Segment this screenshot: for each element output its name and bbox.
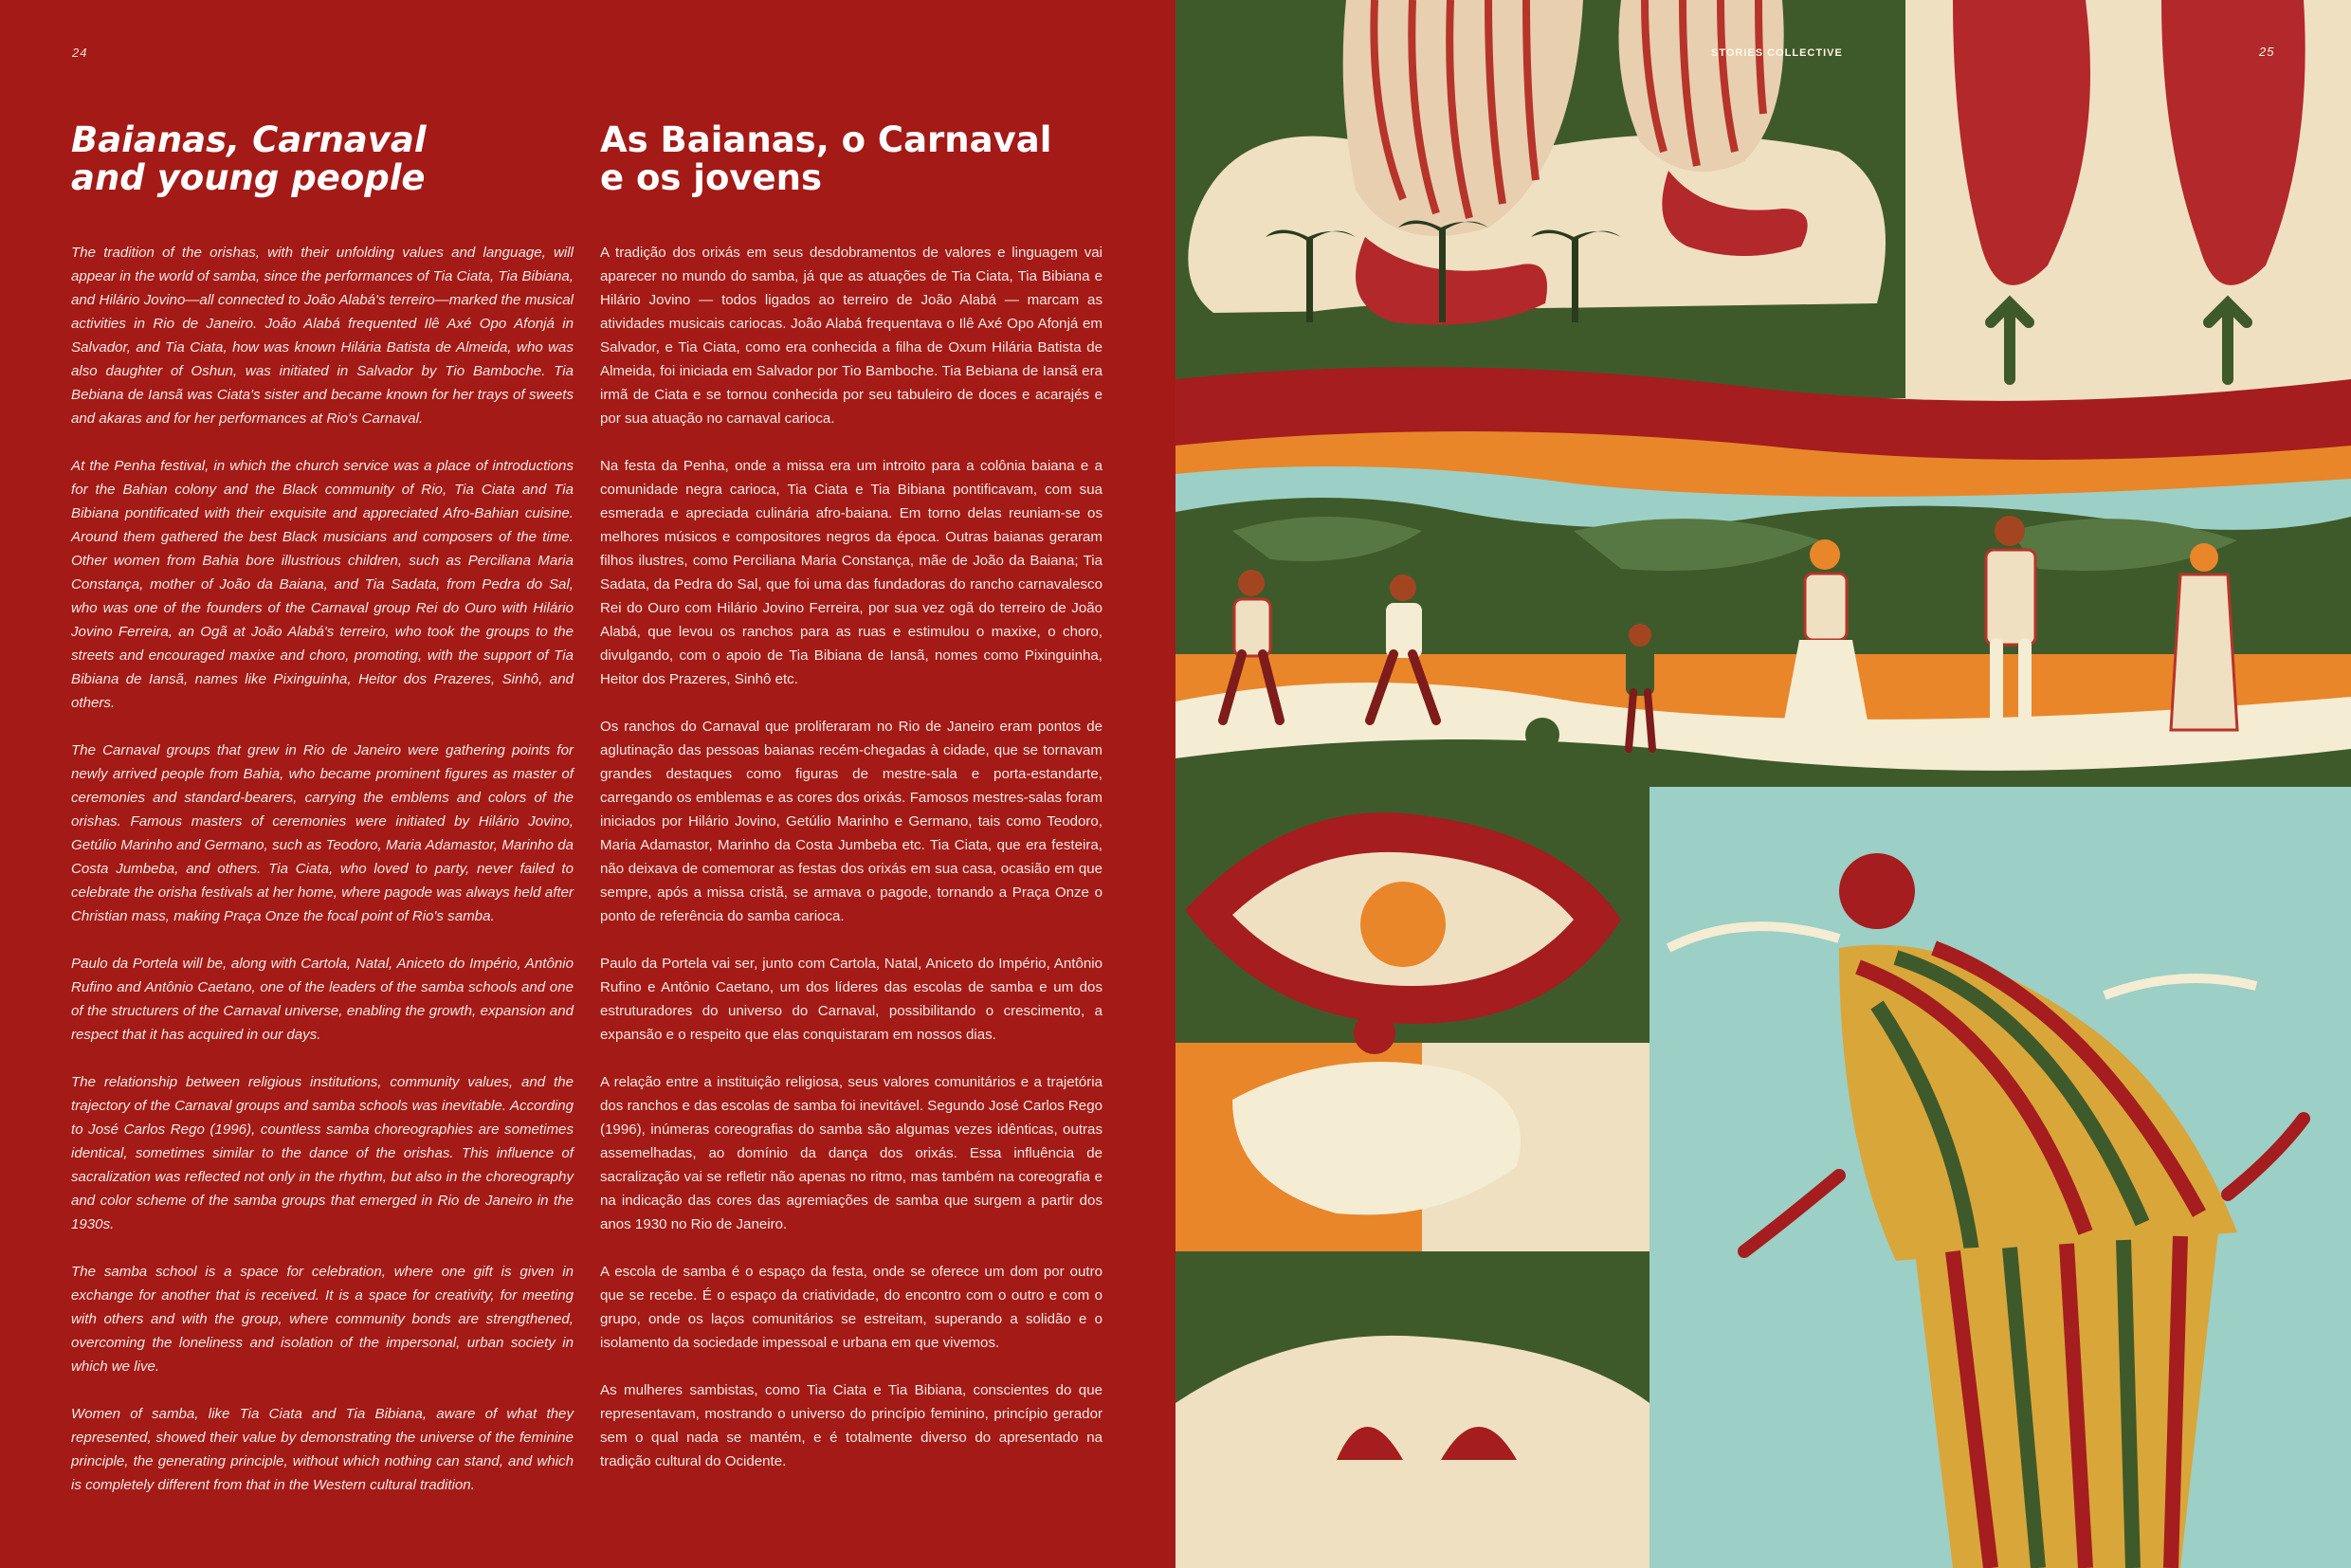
portuguese-column [600,121,1103,1497]
feet-panel [1176,0,1905,398]
english-title-line-2: and young people [71,157,426,198]
english-paragraph-2: At the Penha festival, in which the church service was a place of introductions for the Bahian colony and the Black community of Rio, Tia Ciata and Tia Bibiana pontificated with their exquisite and appreciated Afro-Bahian cuisine. Around them gathered the best Black musicians and composers of the time. Other women from Bahia bore illustrious children, such as Perciliana Maria Constança, mother of João da Baiana, and Tia Sadata, from Pedra do Sal, who was one of the founders of the Carnaval group Rei do Ouro with Hilário Jovino Ferreira, an Ogã at João Alabá's terreiro, who took the groups to the streets and encouraged maxixe and choro, promoting, with the support of Tia Bibiana de Iansã, names like Pixinguinha, Heitor dos Prazeres, Sinhô, and others. [71,458,574,711]
carnaval-illustration [1176,0,2351,1568]
portuguese-paragraph-4: Paulo da Portela vai ser, junto com Cartola, Natal, Aniceto do Império, Antônio Rufino e Antônio Caetano, um dos líderes das escolas de samba e um dos estruturadores do universo do Carnaval, possibilitando o crescimento, a expansão e o respeito que elas conquistaram em nossos dias. [600,956,1103,1043]
portuguese-paragraph-2: Na festa da Penha, onde a missa era um introito para a colônia baiana e a comunidade negra carioca, Tia Ciata e Tia Bibiana pontificavam, com sua esmerada e apreciada culinária afro-baiana. Em torno delas reuniam-se os melhores músicos e compositores negros da época. Outras baianas geraram filhos ilustres, como Perciliana Maria Constança, mãe de João da Baiana; Tia Sadata, da Pedra do Sal, que foi uma das fundadoras do rancho carnavalesco Rei do Ouro com Hilário Jovino Ferreira, por sua vez ogã do terreiro de João Alabá, que levou os ranchos para as ruas e estimulou o maxixe, o choro, divulgando, com o apoio de Tia Bibiana de Iansã, nomes como Pixinguinha, Heitor dos Prazeres, Sinhô etc. [600,458,1103,687]
english-paragraph-4: Paulo da Portela will be, along with Cartola, Natal, Aniceto do Império, Antônio Rufino and Antônio Caetano, one of the leaders of the samba schools and one of the structurers of the Carnaval universe, enabling the growth, expansion and respect that it has acquired in our days. [71,956,574,1043]
eye-panel [1176,787,1649,1568]
running-head: STORIES COLLECTIVE [1711,47,1843,59]
english-paragraph-5: The relationship between religious institutions, community values, and the trajectory of the Carnaval groups and samba schools was inevitable. According to José Carlos Rego (1996), countless samba choreographies are sometimes identical, sometimes similar to the dance of the orishas. This influence of sacralization was reflected not only in the rhythm, but also in the choreography and color scheme of the samba groups that emerged in Rio de Janeiro in the 1930s. [71,1074,574,1232]
english-column [71,121,574,1521]
english-paragraph-7: Women of samba, like Tia Ciata and Tia Bibiana, aware of what they represented, showed their value by demonstrating the universe of the feminine principle, the generating principle, without which nothing can stand, and which is completely different from that in the Western cultural tradition. [71,1406,574,1493]
dancer-panel [1649,787,2351,1568]
portuguese-paragraph-1: A tradição dos orixás em seus desdobramentos de valores e linguagem vai aparecer no mundo do samba, já que as atuações de Tia Ciata, Tia Bibiana e Hilário Jovino — todos ligados ao terreiro de João Alabá — marcam as atividades musicais cariocas. João Alabá frequentava o Ilê Axé Opo Afonjá em Salvador, e Tia Ciata, como era conhecida a filha de Oxum Hilária Batista de Almeida, foi iniciada em Salvador por Tio Bamboche. Tia Bebiana de Iansã era irmã de Ciata e se tornou conhecida por seu tabuleiro de doces e acarajés e por sua atuação no carnaval carioca. [600,245,1103,427]
english-title [71,121,574,197]
portuguese-paragraph-3: Os ranchos do Carnaval que proliferaram no Rio de Janeiro eram pontos de aglutinação das pessoas baianas recém-chegadas à cidade, que se tornavam grandes destaques como figuras de mestre-sala e porta-estandarte, carregando os emblemas e as cores dos orixás. Famosos mestres-salas foram iniciados por Hilário Jovino, Getúlio Marinho e Germano, tais como Teodoro, Maria Adamastor, Marinho da Costa Jumbeba etc. Tia Ciata, que era festeira, não deixava de comemorar as festas dos orixás em sua casa, ocasião em que sempre, após a missa cristã, se armava o pagode, tornando a Praça Onze o ponto de referência do samba carioca. [600,719,1103,924]
eye-iris [1360,882,1446,967]
english-paragraph-3: The Carnaval groups that grew in Rio de Janeiro were gathering points for newly arrived people from Bahia, who became prominent figures as master of ceremonies and standard-bearers, carrying the emblems and colors of the orishas. Famous masters of ceremonies were initiated by Hilário Jovino, Getúlio Marinho and Germano, such as Teodoro, Maria Adamastor, Marinho da Costa Jumbeba, and others. Tia Ciata, who loved to party, never failed to celebrate the orisha festivals at her home, where pagode was always held after Christian mass, making Praça Onze the focal point of Rio's samba. [71,742,574,924]
english-paragraph-1: The tradition of the orishas, with their unfolding values and language, will appear in the world of samba, since the performances of Tia Ciata, Tia Bibiana, and Hilário Jovino—all connected to João Alabá's terreiro—marked the musical activities in Rio de Janeiro. João Alabá frequented Ilê Axé Opo Afonjá in Salvador, and Tia Ciata, how was known Hilária Batista de Almeida, who was also daughter of Oshun, was initiated in Salvador by Tio Bamboche. Tia Bebiana de Iansã was Ciata's sister and became known for her trays of sweets and akaras and for her performances at Rio's Carnaval. [71,245,574,427]
portuguese-paragraph-7: As mulheres sambistas, como Tia Ciata e Tia Bibiana, conscientes do que representavam, mostrando o universo do princípio feminino, princípio gerador sem o qual nada se mantém, e é totalmente diverso do apresentado na tradição cultural do Ocidente. [600,1382,1103,1469]
illustration-page [1176,0,2351,1568]
portuguese-title-line-2: e os jovens [600,157,822,198]
english-paragraph-6: The samba school is a space for celebration, where one gift is given in exchange for another that is received. It is a space for creativity, for meeting with others and with the group, where community bonds are strengthened, overcoming the loneliness and isolation of the impersonal, urban society in which we live. [71,1264,574,1375]
portuguese-title-line-1: As Baianas, o Carnaval [600,119,1052,160]
portuguese-paragraph-6: A escola de samba é o espaço da festa, onde se oferece um dom por outro que se recebe. É o espaço da criatividade, do encontro com o outro e com o grupo, onde os laços comunitários se estreitam, superando a solidão e o isolamento da sociedade impessoal e urbana em que vivemos. [600,1264,1103,1351]
river-band [1176,367,2351,654]
page-number-right: 25 [2259,45,2275,59]
english-title-line-1: Baianas, Carnaval [71,119,427,160]
dancer-head [1839,853,1915,929]
portuguese-title [600,121,1103,197]
page-number-left: 24 [72,46,88,60]
portuguese-paragraph-5: A relação entre a instituição religiosa, seus valores comunitários e a trajetória dos ranchos e das escolas de samba foi inevitável. Segundo José Carlos Rego (1996), inúmeras coreografias do samba são algumas vezes idênticas, outras assemelhadas, ao domínio da dança dos orixás. Essa influência de sacralização vai se refletir não apenas no ritmo, mas também na coreografia e na indicação das cores das agremiações de samba que surgem a partir dos anos 1930 no Rio de Janeiro. [600,1074,1103,1232]
hands-panel [1905,0,2351,398]
